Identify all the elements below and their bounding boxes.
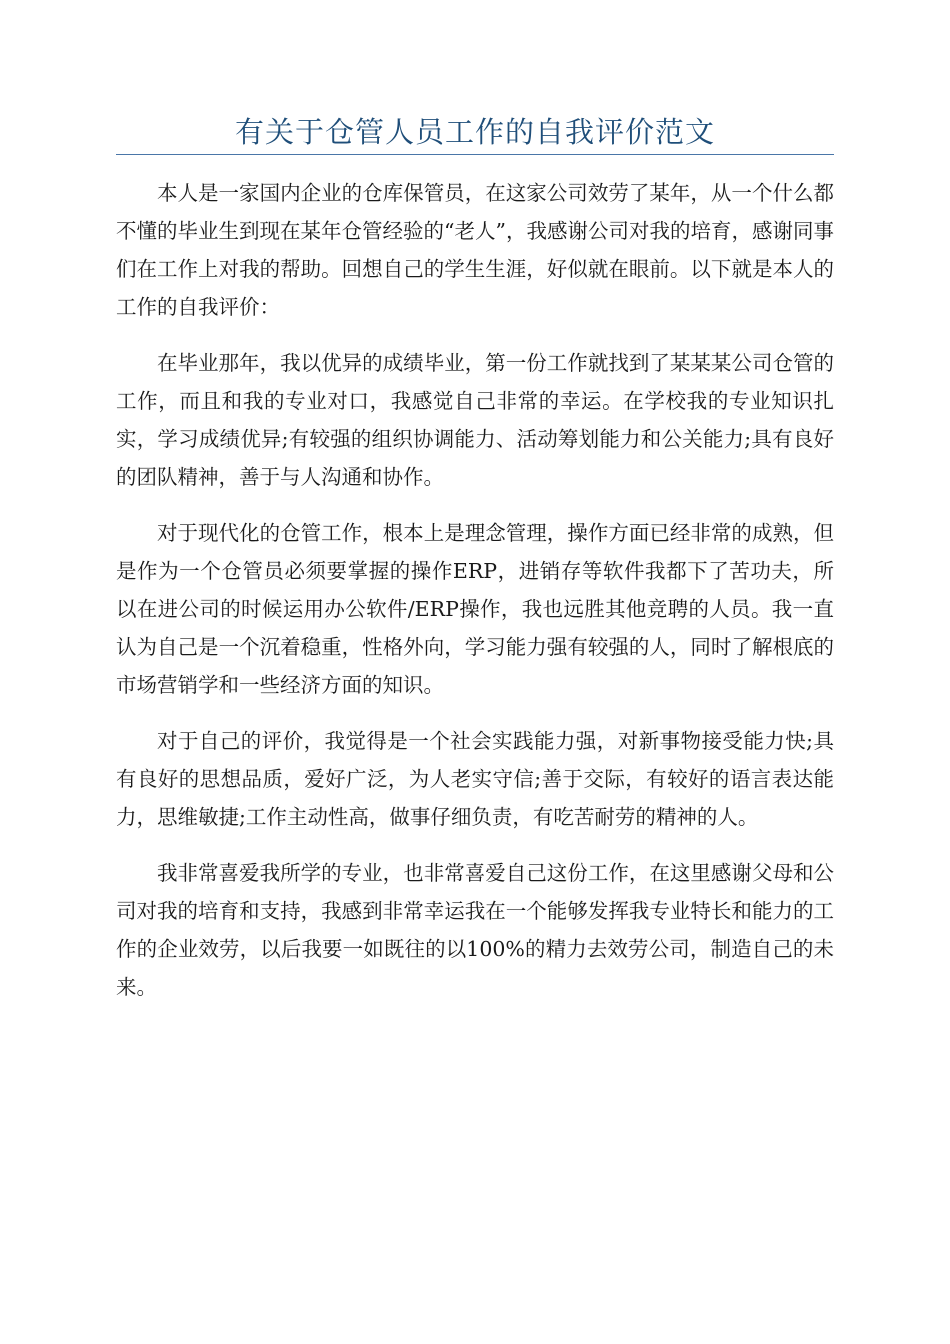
- document-title: 有关于仓管人员工作的自我评价范文: [234, 115, 715, 149]
- paragraph-4: 对于自己的评价，我觉得是一个社会实践能力强，对新事物接受能力快;具有良好的思想品质，爱好广泛，为人老实守信;善于交际，有较好的语言表达能力，思维敏捷;工作主动性高，做事仔细负责，有吃苦耐劳的精神的人。: [116, 729, 834, 829]
- paragraph-2: 在毕业那年，我以优异的成绩毕业，第一份工作就找到了某某某公司仓管的工作，而且和我的专业对口，我感觉自己非常的幸运。在学校我的专业知识扎实，学习成绩优异;有较强的组织协调能力、活动筹划能力和公关能力;具有良好的团队精神，善于与人沟通和协作。: [116, 351, 834, 489]
- document-body: [116, 174, 834, 1024]
- paragraph-1: 本人是一家国内企业的仓库保管员，在这家公司效劳了某年，从一个什么都不懂的毕业生到现在某年仓管经验的“老人”，我感谢公司对我的培育，感谢同事们在工作上对我的帮助。回想自己的学生生涯，好似就在眼前。以下就是本人的工作的自我评价：: [116, 181, 834, 319]
- paragraph-5: 我非常喜爱我所学的专业，也非常喜爱自己这份工作，在这里感谢父母和公司对我的培育和支持，我感到非常幸运我在一个能够发挥我专业特长和能力的工作的企业效劳，以后我要一如既往的以100%的精力去效劳公司，制造自己的未来。: [116, 861, 834, 999]
- paragraph-3: 对于现代化的仓管工作，根本上是理念管理，操作方面已经非常的成熟，但是作为一个仓管员必须要掌握的操作ERP，进销存等软件我都下了苦功夫，所以在进公司的时候运用办公软件/ERP操作，我也远胜其他竞聘的人员。我一直认为自己是一个沉着稳重，性格外向，学习能力强有较强的人，同时了解根底的市场营销学和一些经济方面的知识。: [116, 521, 834, 697]
- title-underline: [116, 154, 834, 155]
